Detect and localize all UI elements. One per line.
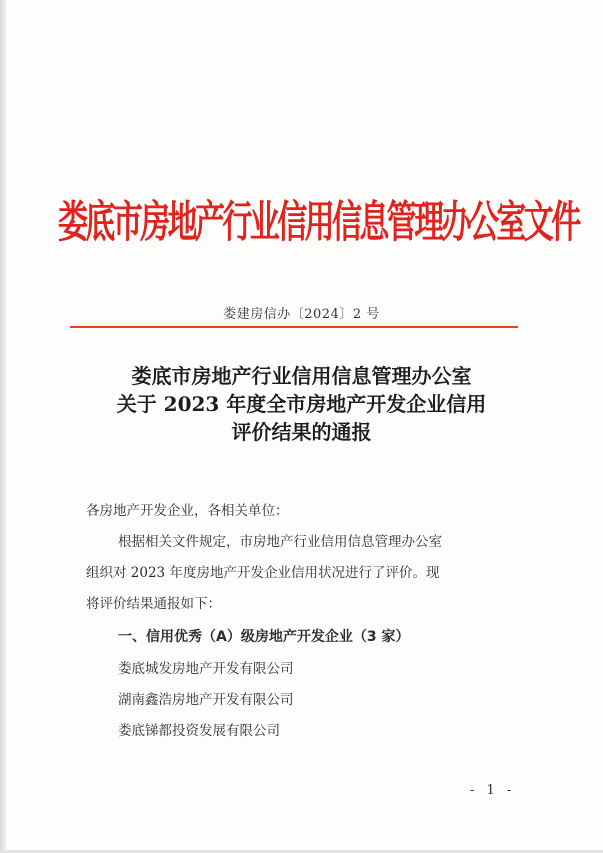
- salutation: 各房地产开发企业，各相关单位：: [86, 503, 289, 519]
- issuer-header: 娄底市房地产行业信用信息管理办公室文件: [58, 197, 579, 249]
- document-body: [86, 496, 526, 747]
- company-list-item: 娄底城发房地产开发有限公司: [118, 661, 294, 677]
- red-divider-rule: [70, 326, 518, 328]
- title-line-3: 评价结果的通报: [231, 420, 372, 444]
- document-title: [0, 362, 603, 446]
- paragraph-line-3: 将评价结果通报如下：: [86, 596, 221, 612]
- company-list-item: 娄底锑都投资发展有限公司: [118, 723, 280, 739]
- document-number: 娄建房信办〔2024〕2 号: [223, 307, 380, 322]
- paragraph-line-2: 组织对 2023 年度房地产开发企业信用状况进行了评价。现: [86, 565, 440, 581]
- section-heading: 一、信用优秀（A）级房地产开发企业（3 家）: [118, 629, 410, 645]
- title-line-2: 关于 2023 年度全市房地产开发企业信用: [116, 392, 487, 416]
- company-list-item: 湖南鑫浩房地产开发有限公司: [118, 692, 294, 708]
- title-line-1: 娄底市房地产行业信用信息管理办公室: [131, 364, 472, 388]
- paragraph-line-1: 根据相关文件规定，市房地产行业信用信息管理办公室: [118, 534, 442, 550]
- page-number: - 1 -: [470, 783, 516, 798]
